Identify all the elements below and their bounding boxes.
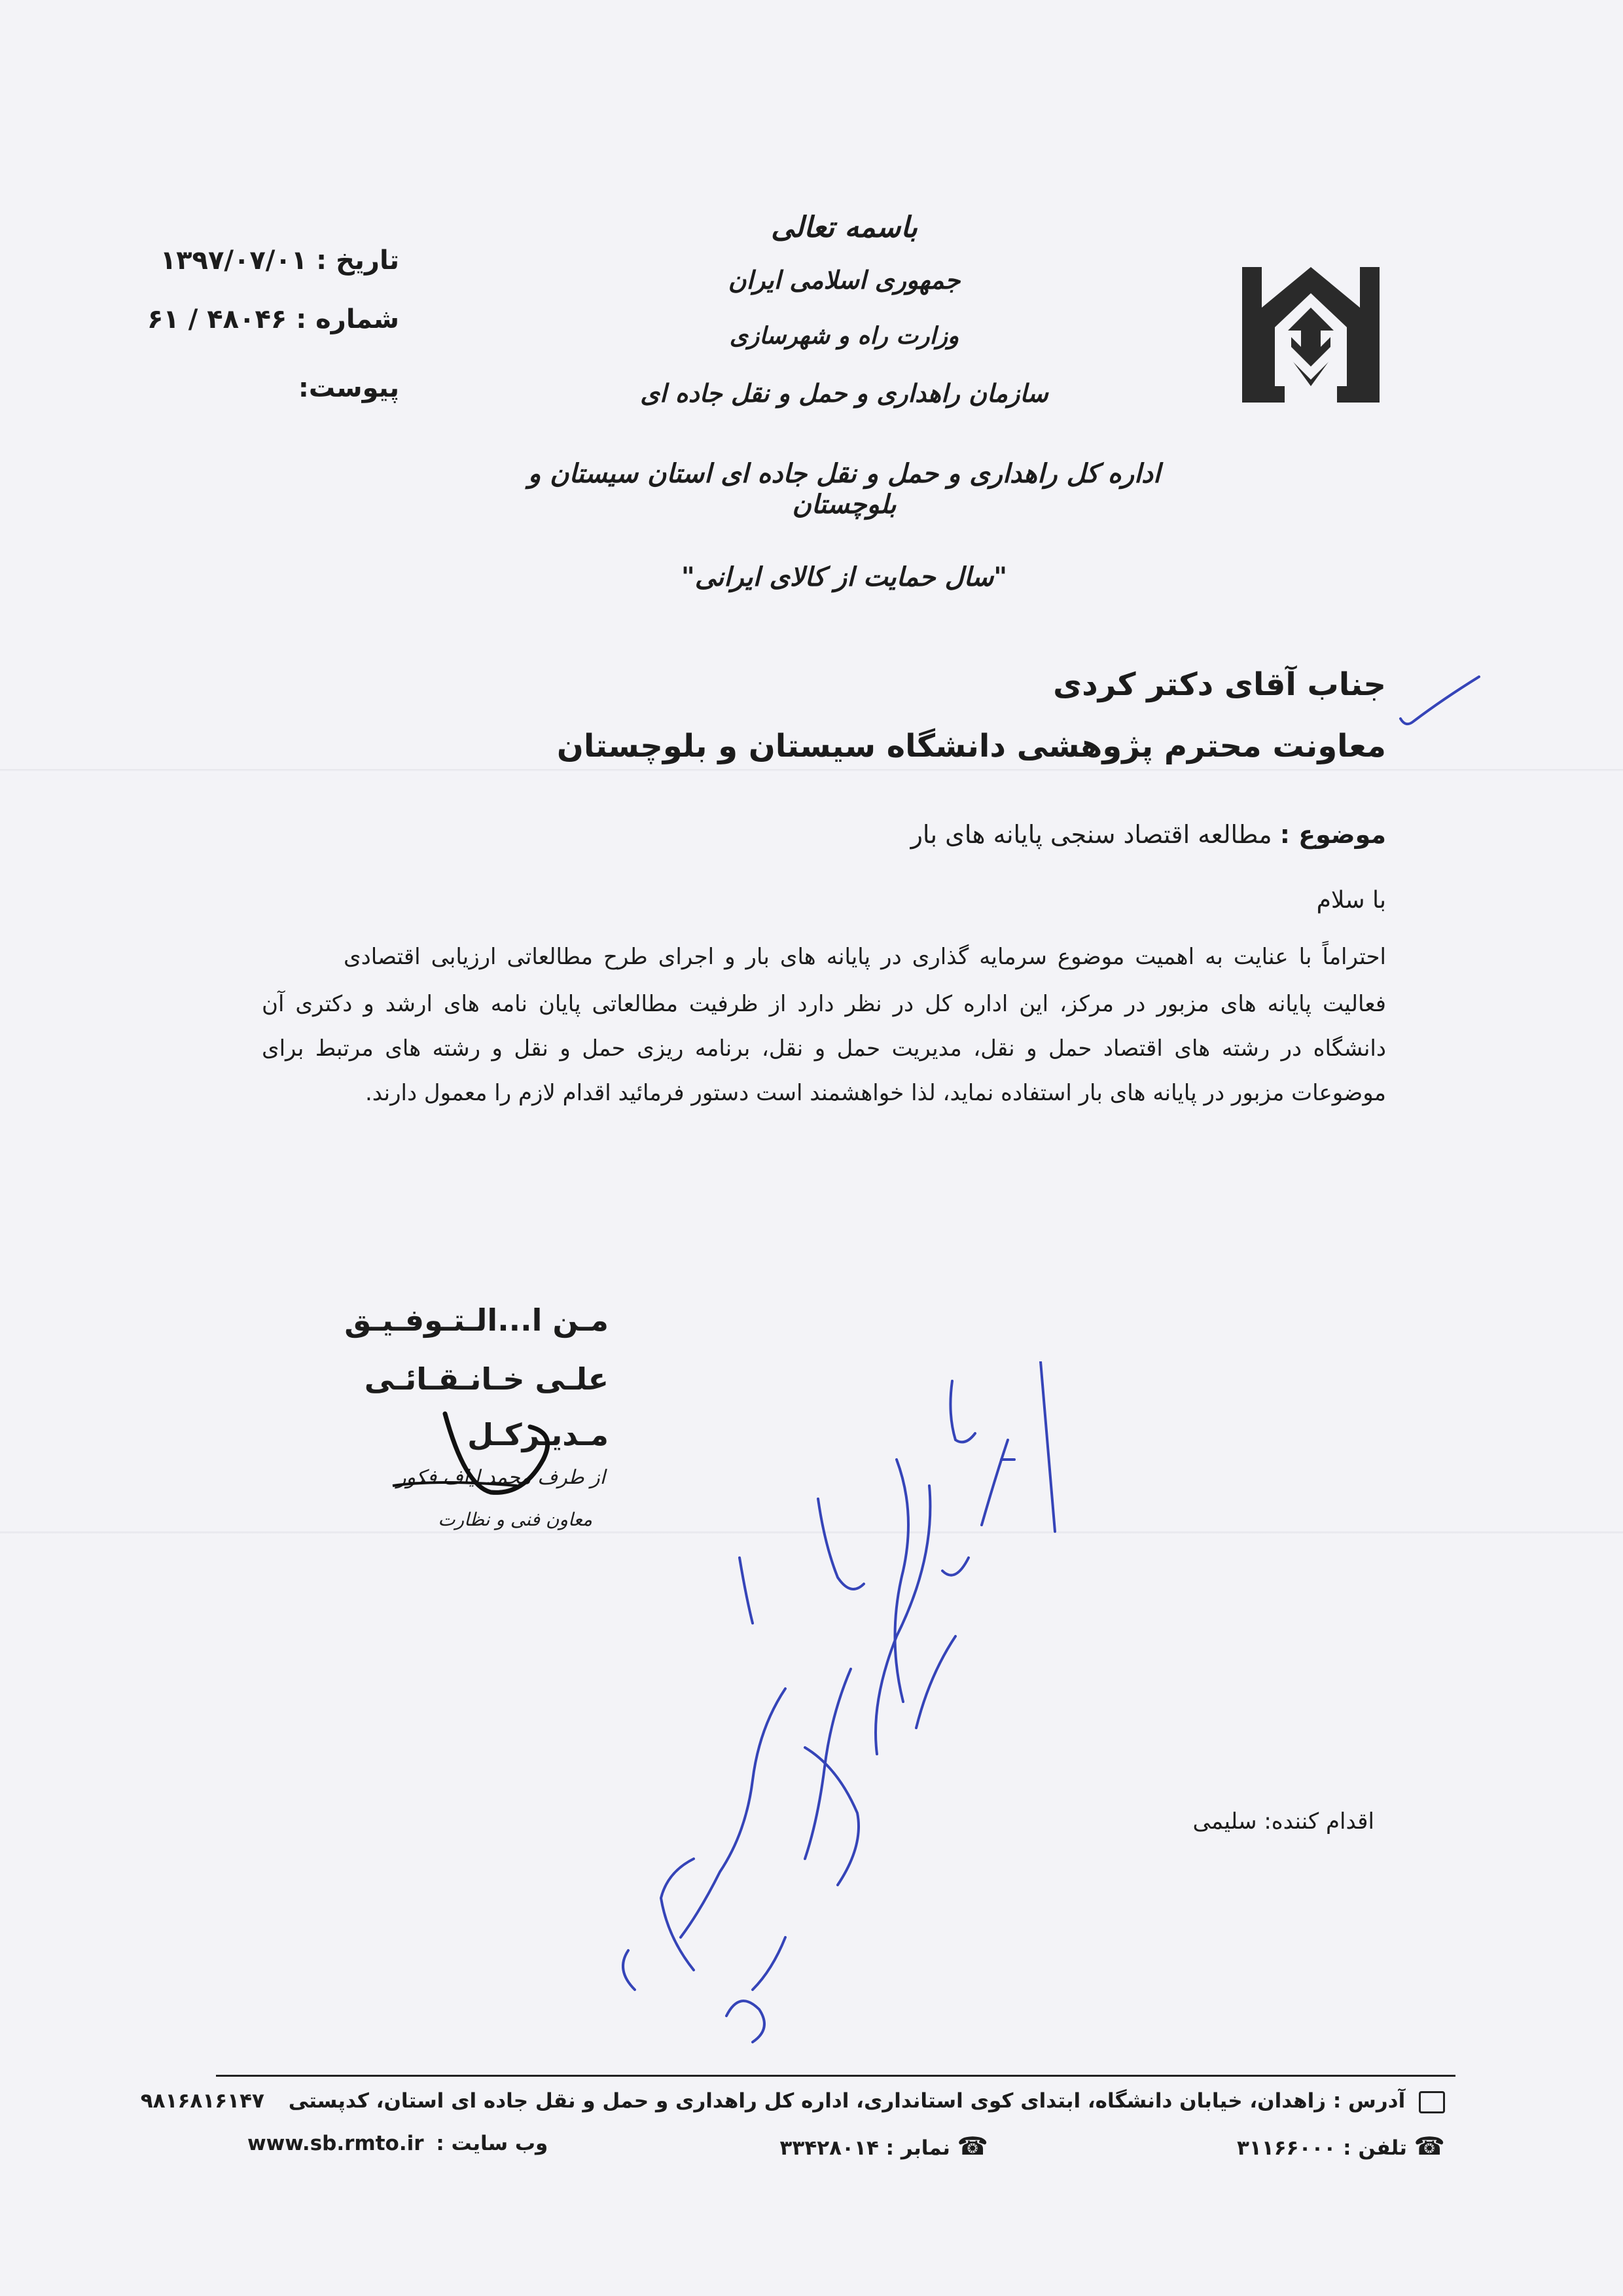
footer-address: آدرس : زاهدان، خیابان دانشگاه، ابتدای کوی استانداری، اداره کل راهداری و حمل و نقل جاده ای استان، کدپستی	[288, 2089, 1406, 2113]
footer-postal-code: ۹۸۱۶۸۱۶۱۴۷	[140, 2089, 264, 2113]
handwritten-signature	[366, 1388, 582, 1518]
rmto-logo	[1236, 262, 1386, 412]
invocation: باسمه تعالی	[771, 211, 918, 244]
footer-website-url[interactable]: www.sb.rmto.ir	[247, 2132, 424, 2155]
body-line: احتراماً با عنایت به اهمیت موضوع سرمایه گذاری در پایانه های بار و اجرای طرح مطالعاتی ارزیابی اقتصادی	[344, 944, 1386, 970]
fold-line	[0, 769, 1623, 772]
footer-phone	[1237, 2132, 1445, 2161]
fax-icon: ☎	[957, 2132, 988, 2161]
checkmark-icon	[1387, 668, 1486, 733]
subject-label: موضوع :	[1279, 820, 1386, 849]
department-name: اداره کل راهداری و حمل و نقل جاده ای استان سیستان و بلوچستان	[527, 458, 1161, 520]
subject-text: مطالعه اقتصاد سنجی پایانه های بار	[910, 820, 1272, 849]
subject-line	[911, 820, 1386, 849]
recipient-name: جناب آقای دکتر کردی	[1053, 666, 1386, 703]
footer-website-label: وب سایت :	[436, 2132, 548, 2155]
phone-icon: ☎	[1414, 2132, 1445, 2161]
footer-divider	[216, 2075, 1455, 2077]
body-line: فعالیت پایانه های مزبور در مرکز، این اداره کل در نظر دارد از ظرفیت مطالعاتی پایان نامه های ارشد و دکتری آن	[262, 991, 1386, 1017]
body-line: دانشگاه در رشته های اقتصاد حمل و نقل، مدیریت حمل و نقل، برنامه ریزی حمل و نقل و رشته های مرتبط برای	[262, 1035, 1386, 1062]
greeting: با سلام	[1316, 887, 1386, 914]
organization-name: سازمان راهداری و حمل و نقل جاده ای	[640, 378, 1048, 408]
footer-fax-text: نمابر : ۳۳۴۲۸۰۱۴	[779, 2136, 950, 2160]
letter-number: شماره : ۴۸۰۴۶ / ۶۱	[147, 304, 399, 334]
action-by: اقدام کننده: سلیمی	[1192, 1808, 1374, 1835]
signatory-name: علـی خـانـقـائـی	[364, 1361, 609, 1397]
letter-body	[344, 935, 1386, 979]
envelope-icon	[1419, 2091, 1445, 2113]
footer-fax	[780, 2132, 989, 2161]
country-name: جمهوری اسلامی ایران	[728, 265, 961, 295]
letter-date: تاریخ : ۱۳۹۷/۰۷/۰۱	[160, 245, 399, 276]
footer-website	[247, 2132, 548, 2155]
recipient-position: معاونت محترم پژوهشی دانشگاه سیستان و بلوچستان	[556, 728, 1386, 764]
closing-phrase: مـن ا...الـتـوفـیـق	[344, 1302, 609, 1338]
signatory-title: مـدیـرکـل	[467, 1417, 609, 1452]
year-slogan: "سال حمایت از کالای ایرانی"	[681, 562, 1008, 592]
footer-address-line	[141, 2089, 1445, 2113]
handwritten-annotation	[589, 1361, 1113, 2055]
letter-attachment: پیوست:	[298, 373, 399, 403]
body-line: موضوعات مزبور در پایانه های بار استفاده نماید، لذا خواهشمند است دستور فرمائید اقدام لازم را معمول دارند.	[365, 1080, 1386, 1106]
letter-body	[262, 982, 1386, 1115]
on-behalf-note: از طرف محمد ایاف فکور	[397, 1466, 605, 1489]
ministry-name: وزارت راه و شهرسازی	[729, 322, 959, 350]
deputy-title: معاون فنی و نظارت	[438, 1509, 592, 1530]
footer-phone-text: تلفن : ۳۱۱۶۶۰۰۰	[1236, 2136, 1407, 2160]
